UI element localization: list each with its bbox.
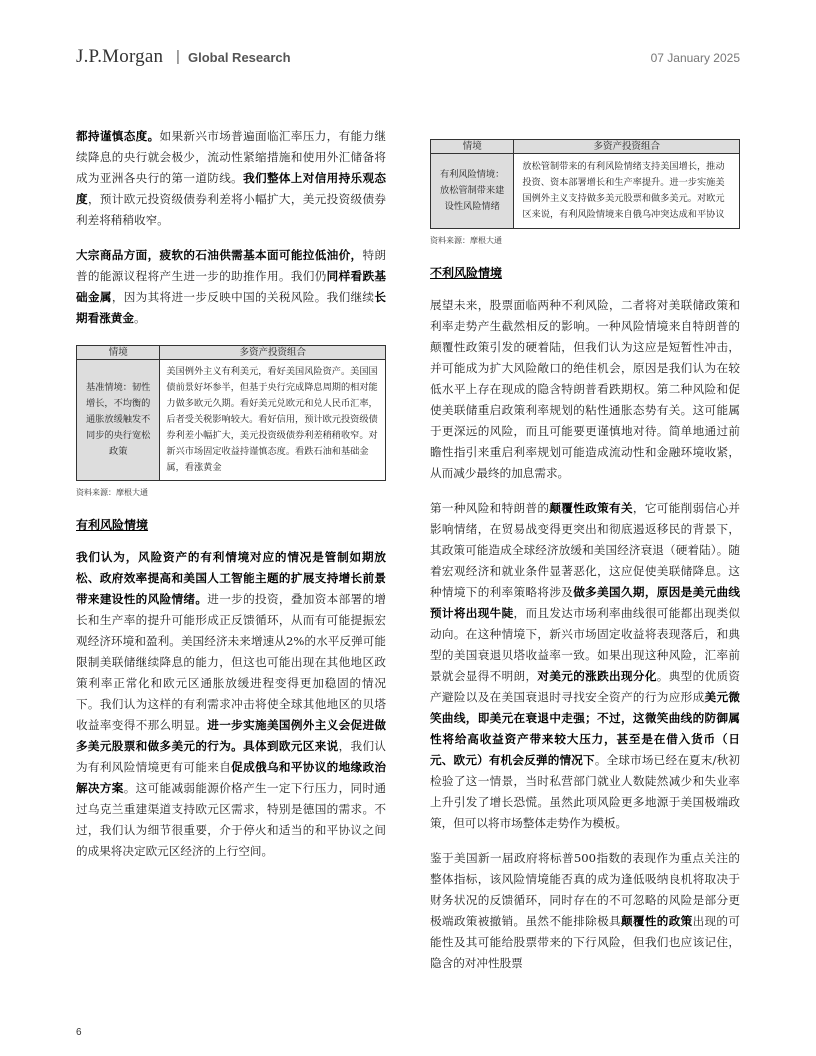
text-run: ，它可能削弱信心并影响情绪，在贸易战变得更突出和彻底遏返移民的背景下，其政策可能造成全球经济放缓和美国经济衰退（硬着陆）。随着宏观经济和就业条件显著恶化，这应促使美联储降息。这种情境下的利率策略将涉及 bbox=[430, 501, 740, 599]
bold-text-run: 美元微笑曲线，即美元在衰退中走强；不过，这微笑曲线的防御属性将给高收益资产带来较大压力，甚至是在借入货币（日元、欧元）有机会反弹的情况下 bbox=[430, 690, 740, 767]
upside-scenario-table bbox=[430, 139, 740, 229]
text-run: 出现的可能性及其可能给股票带来的下行风险，但我们也应该记住，隐含的对冲性股票 bbox=[430, 914, 740, 970]
paragraph-upside-scenario bbox=[76, 547, 386, 862]
header-divider: | bbox=[176, 48, 180, 65]
table-header-portfolio: 多资产投资组合 bbox=[514, 140, 740, 154]
text-run: 如果新兴市场普遍面临汇率压力，有能力继续降息的央行就会极少，流动性紧缩措施和使用外汇储备将成为亚洲各央行的第一道防线。 bbox=[76, 129, 386, 185]
portfolio-cell: 放松管制带来的有利风险情绪支持美国增长，推动投资、资本部署增长和生产率提升。进一步实施美国例外主义支持做多美元股票和做多美元。对欧元区来说，有利风险情境来自俄乌冲突达成和平协议 bbox=[514, 154, 740, 229]
text-run: ，而且发达市场利率曲线很可能都出现类似动向。在这种情境下，新兴市场固定收益将表现落后，和典型的美国衰退贝塔收益率一致。如果出现这种风险，汇率前景就会显得不明朗， bbox=[430, 606, 740, 683]
text-run: 。这可能减弱能源价格产生一定下行压力，同时通过乌克兰重建渠道支持欧元区需求，特别是德国的需求。不过，我们认为细节很重要，介于停火和适当的和平协议之间的成果将决定欧元区经济的上行空间。 bbox=[76, 781, 386, 858]
table-header-scenario: 情境 bbox=[431, 140, 514, 154]
text-run: 特朗普的能源议程将产生进一步的助推作用。我们仍 bbox=[76, 248, 386, 283]
page-header bbox=[76, 44, 740, 74]
text-run: 。典型的优质资产避险以及在美国衰退时寻找安全资产的行为应形成 bbox=[430, 669, 740, 704]
section-heading-downside: 不利风险情境 bbox=[430, 266, 503, 280]
text-run: 展望未来，股票面临两种不利风险，二者将对美联储政策和利率走势产生截然相反的影响。一种风险情境来自特朗普的颠覆性政策引发的硬着陆，但我们认为这应是短暂性冲击，并可能成为扩大风险敞口的绝佳机会，原因是我们认为在较低水平上存在现成的隐含特朗普看跌期权。第二种风险和促使美联储重启政策利率规划的粘性通胀态势有关。这可能属于更深远的风险，而且可能要更谨慎地对待。简单地通过前瞻性指引来重启利率规划可能造成流动性和金融环境收紧，从而减少最终的加息需求。 bbox=[430, 298, 740, 480]
right-column bbox=[430, 139, 740, 974]
portfolio-cell: 美国例外主义有利美元，看好美国风险资产。美国国债前景好坏参半，但基于央行完成降息周期的相对能力做多欧元久期。看好美元兑欧元和兑人民币汇率，后者受关税影响较大。看好信用，预计欧元投资级债券利差小幅扩大，美元投资级债券利差稍稍收窄。对新兴市场固定收益持谨慎态度。看跌石油和基础金属，看涨黄金 bbox=[160, 360, 386, 481]
text-run: 鉴于美国新一届政府将标普500指数的表现作为重点关注的整体指标，该风险情境能否真的成为逢低吸纳良机将取决于财务状况的反馈循环，同时存在的不可忽略的风险是部分更极端政策被撤销。虽然不能排除极具 bbox=[430, 851, 740, 928]
scenario-cell: 基准情境：韧性增长，不均衡的通胀放缓触发不同步的央行宽松政策 bbox=[77, 360, 160, 481]
table-source: 资料来源：摩根大通 bbox=[430, 236, 502, 245]
publication-date: 07 January 2025 bbox=[650, 51, 740, 65]
paragraph-downside-intro bbox=[430, 295, 740, 484]
jpmorgan-logo: J.P.Morgan bbox=[76, 46, 164, 67]
paragraph-sp500 bbox=[430, 848, 740, 974]
bold-text-run: 同样看跌基础金属 bbox=[76, 269, 386, 304]
bold-text-run: 大宗商品方面，疲软的石油供需基本面可能拉低油价， bbox=[76, 248, 363, 262]
table-row bbox=[431, 154, 740, 229]
bold-text-run: 促成俄乌和平协议的地缘政治解决方案 bbox=[76, 760, 386, 795]
bold-text-run: 我们认为，风险资产的有利情境对应的情况是管制如期放松、政府效率提高和美国人工智能主题的扩展支持增长前景带来建设性的风险情绪。 bbox=[76, 550, 386, 606]
paragraph-credit bbox=[76, 126, 386, 231]
paragraph-commodities bbox=[76, 245, 386, 329]
bold-text-run: 做多美国久期，原因是美元曲线预计将出现牛陡 bbox=[430, 585, 740, 620]
bold-text-run: 颠覆性的政策 bbox=[620, 914, 693, 928]
bold-text-run: 进一步实施美国例外主义会促进做多美元股票和做多美元的行为。具体到欧元区来说 bbox=[76, 718, 386, 753]
page-number: 6 bbox=[76, 1027, 82, 1038]
bold-text-run: 颠覆性政策有关 bbox=[549, 501, 633, 515]
text-run: 第一种风险和特朗普的 bbox=[430, 501, 550, 515]
scenario-cell: 有利风险情境：放松管制带来建设性风险情绪 bbox=[431, 154, 514, 229]
text-run: ，预计欧元投资级债券利差将小幅扩大，美元投资级债券利差将稍稍收窄。 bbox=[76, 192, 386, 227]
text-run: 。 bbox=[133, 311, 146, 325]
table-header-scenario: 情境 bbox=[77, 346, 160, 360]
text-run: 进一步的投资，叠加资本部署的增长和生产率的提升可能形成正反馈循环，从而有可能提振宏观经济环境和盈利。美国经济未来增速从2%的水平反弹可能限制美联储继续降息的能力，但这也可能出现在其他地区政策利率正常化和欧元区通胀放缓进程变得更加稳固的情况下。我们认为这样的有利需求冲击将使全球其他地区的贝塔收益率变得不那么明显。 bbox=[76, 592, 386, 732]
paragraph-disruptive-policy bbox=[430, 498, 740, 834]
bold-text-run: 我们整体上对信用持乐观态度 bbox=[76, 171, 386, 206]
bold-text-run: 都持谨慎态度。 bbox=[76, 129, 160, 143]
table-header-portfolio: 多资产投资组合 bbox=[160, 346, 386, 360]
table-source: 资料来源：摩根大通 bbox=[76, 488, 148, 497]
global-research-label: Global Research bbox=[188, 50, 291, 65]
table-row bbox=[77, 360, 386, 481]
base-scenario-table bbox=[76, 345, 386, 481]
bold-text-run: 长期看涨黄金 bbox=[76, 290, 386, 325]
text-run: 。全球市场已经在夏末/秋初检验了这一情景，当时私营部门就业人数陡然减少和失业率上升引发了增长恐慌。虽然此项风险更多地源于美国极端政策，但可以将市场整体走势作为模板。 bbox=[430, 753, 740, 830]
section-heading-upside: 有利风险情境 bbox=[76, 518, 149, 532]
bold-text-run: 对美元的涨跌出现分化 bbox=[537, 669, 657, 683]
text-run: ，因为其将进一步反映中国的关税风险。我们继续 bbox=[111, 290, 375, 304]
left-column bbox=[76, 126, 386, 862]
text-run: ，我们认为有利风险情境更有可能来自 bbox=[76, 739, 386, 774]
